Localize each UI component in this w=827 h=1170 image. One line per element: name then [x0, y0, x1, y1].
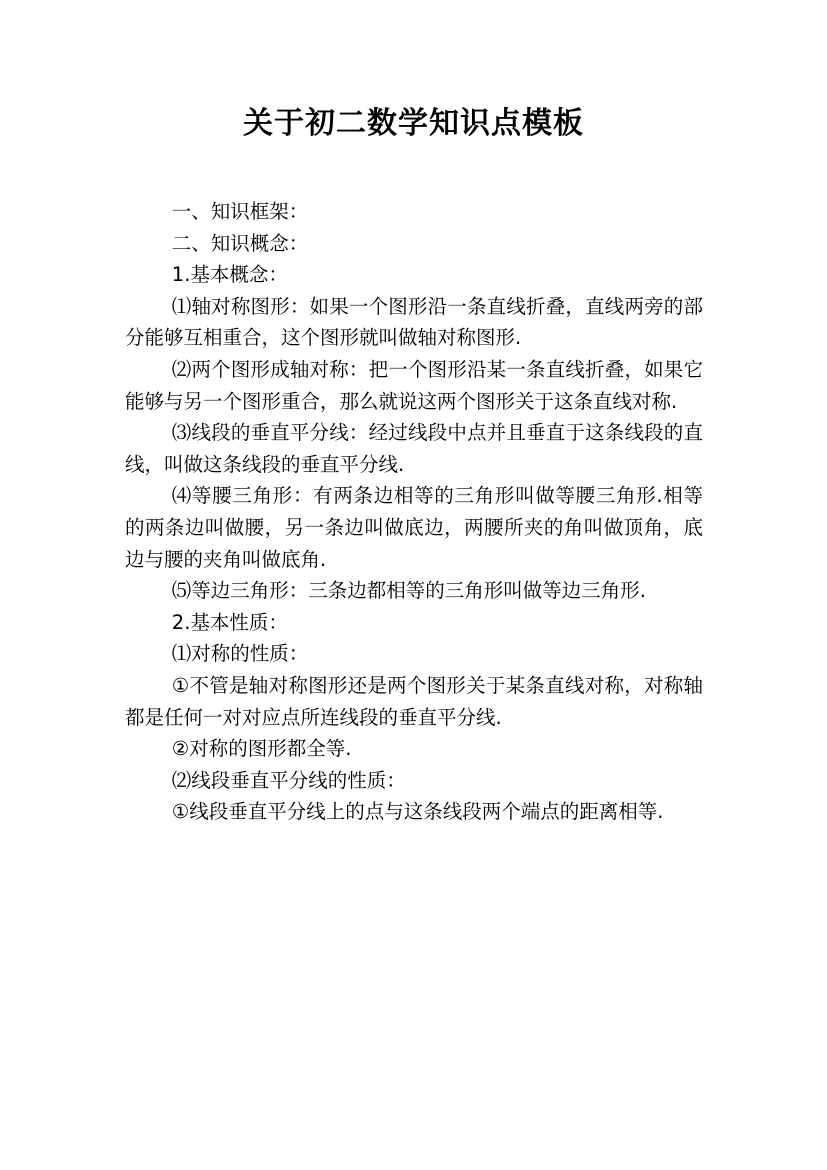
paragraph-two-figures-symmetric: ⑵两个图形成轴对称：把一个图形沿某一条直线折叠，如果它能够与另一个图形重合，那么就说这两个图形关于这条直线对称.: [125, 357, 703, 413]
paragraph-bisector-properties: ⑵线段垂直平分线的性质：: [171, 768, 406, 792]
paragraph-symmetry-properties: ⑴对称的性质：: [171, 642, 309, 666]
paragraph-basic-concepts: 1.基本概念：: [171, 263, 288, 287]
paragraph-basic-properties: 2.基本性质：: [171, 610, 288, 634]
paragraph-knowledge-concepts: 二、知识概念：: [171, 231, 309, 255]
paragraph-equilateral-triangle: ⑸等边三角形：三条边都相等的三角形叫做等边三角形.: [171, 579, 646, 603]
paragraph-isosceles-triangle: ⑷等腰三角形：有两条边相等的三角形叫做等腰三角形.相等的两条边叫做腰，另一条边叫做底边，两腰所夹的角叫做顶角，底边与腰的夹角叫做底角.: [125, 484, 703, 571]
paragraph-axial-symmetric-figure: ⑴轴对称图形：如果一个图形沿一条直线折叠，直线两旁的部分能够互相重合，这个图形就叫做轴对称图形.: [125, 294, 703, 350]
paragraph-symmetry-property-1: ①不管是轴对称图形还是两个图形关于某条直线对称，对称轴都是任何一对对应点所连线段的垂直平分线.: [125, 673, 703, 729]
document-body: [125, 196, 703, 828]
paragraph-knowledge-framework: 一、知识框架：: [171, 200, 309, 223]
paragraph-symmetry-property-2: ②对称的图形都全等.: [171, 737, 352, 761]
document-title: 关于初二数学知识点模板: [243, 106, 584, 141]
paragraph-bisector-property-1: ①线段垂直平分线上的点与这条线段两个端点的距离相等.: [171, 800, 664, 824]
paragraph-perpendicular-bisector: ⑶线段的垂直平分线：经过线段中点并且垂直于这条线段的直线，叫做这条线段的垂直平分线.: [125, 421, 703, 476]
